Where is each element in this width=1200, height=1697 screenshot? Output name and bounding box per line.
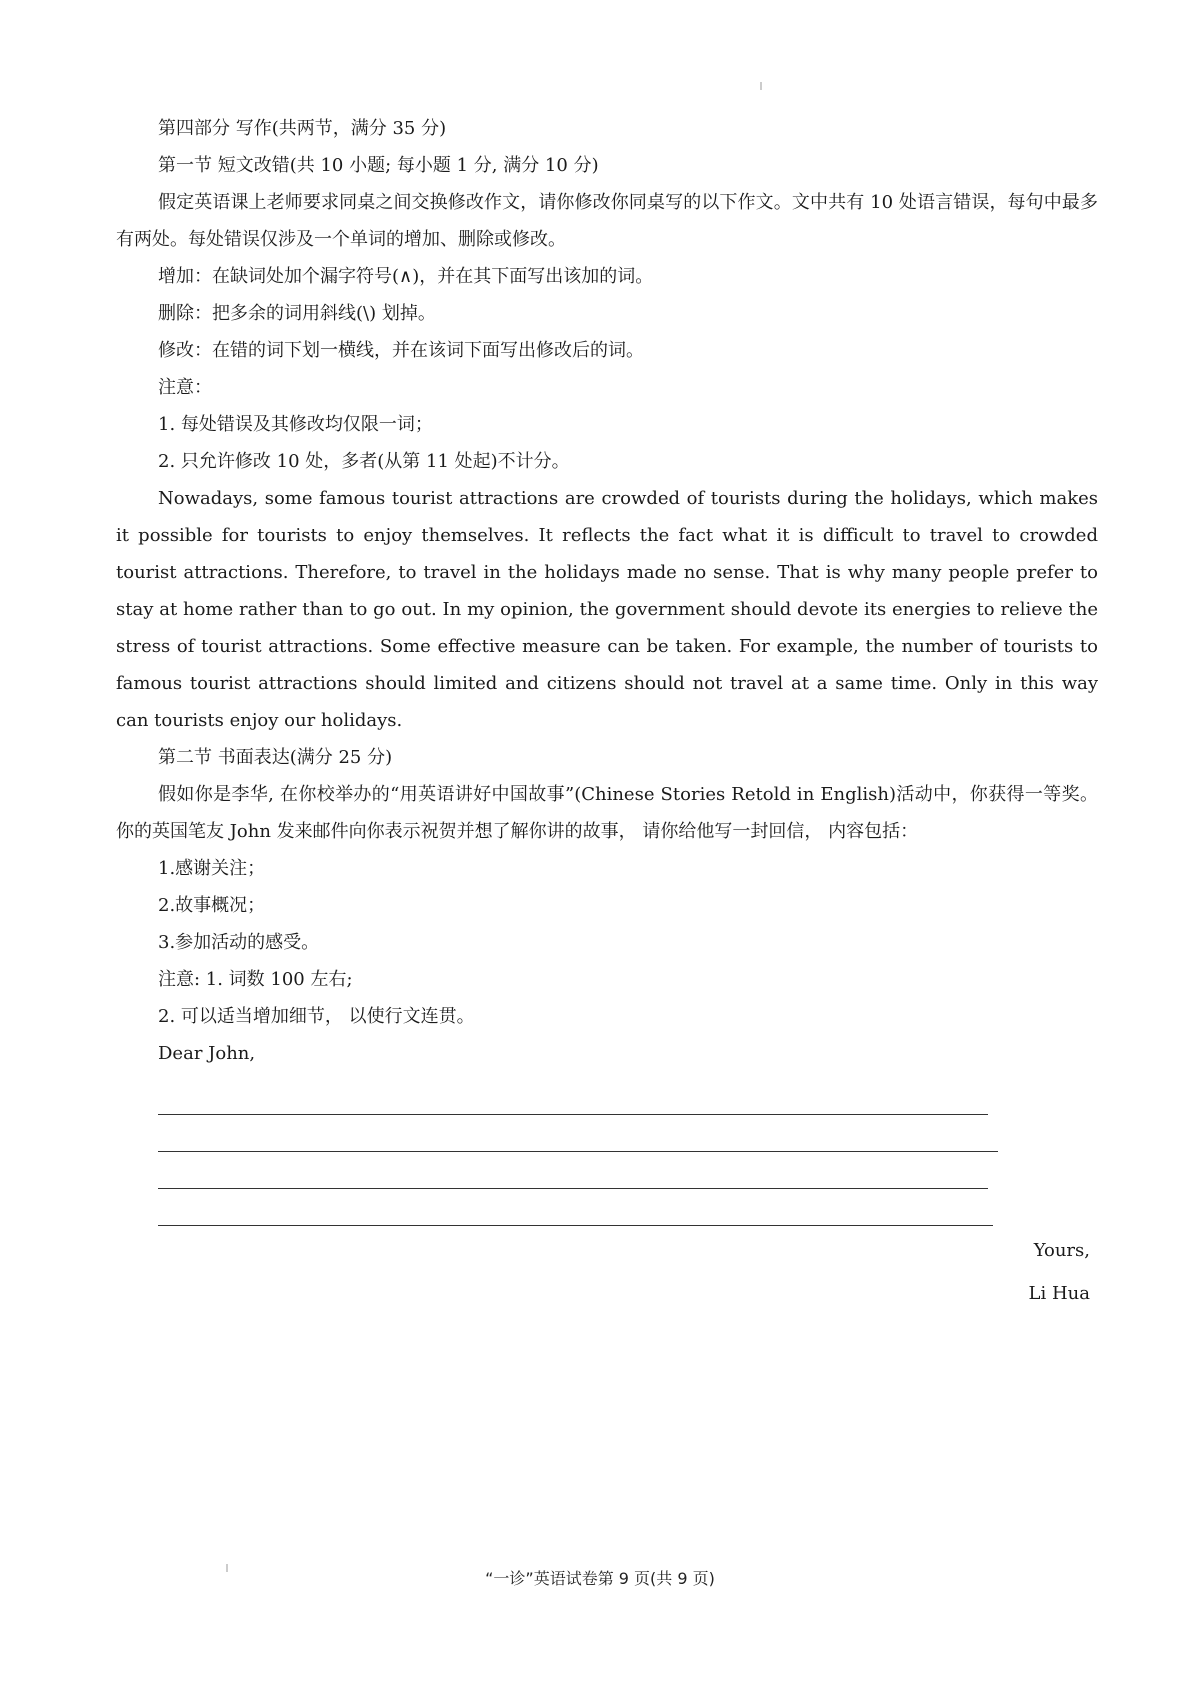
content-point-1: 1.感谢关注； bbox=[158, 858, 266, 879]
closing: Yours, bbox=[1033, 1240, 1090, 1261]
content-point-3: 3.参加活动的感受。 bbox=[158, 932, 320, 953]
page-content bbox=[116, 110, 1098, 1312]
section1-heading: 第一节 短文改错(共 10 小题; 每小题 1 分, 满分 10 分) bbox=[158, 155, 599, 176]
modify-rule: 修改：在错的词下划一横线，并在该词下面写出修改后的词。 bbox=[158, 340, 644, 361]
delete-rule: 删除：把多余的词用斜线(\) 划掉。 bbox=[158, 303, 436, 324]
note-2: 2. 只允许修改 10 处，多者(从第 11 处起)不计分。 bbox=[158, 451, 570, 472]
add-rule: 增加：在缺词处加个漏字符号(∧)，并在其下面写出该加的词。 bbox=[158, 266, 654, 287]
answer-line[interactable] bbox=[158, 1078, 988, 1115]
salutation: Dear John, bbox=[158, 1043, 256, 1064]
answer-line[interactable] bbox=[158, 1189, 993, 1226]
answer-line[interactable] bbox=[158, 1115, 998, 1152]
content-point-2: 2.故事概况； bbox=[158, 895, 266, 916]
signature: Li Hua bbox=[1028, 1283, 1090, 1304]
part-heading: 第四部分 写作(共两节，满分 35 分) bbox=[158, 118, 447, 139]
section2-prompt: 假如你是李华, 在你校举办的“用英语讲好中国故事”(Chinese Stories Retold in English)活动中，你获得一等奖。你的英国笔友 John 发来邮件向你表示祝贺并想了解你讲的故事， 请你给他写一封回信， 内容包括： bbox=[116, 784, 1098, 842]
scan-mark bbox=[760, 82, 762, 90]
writing-note-2: 2. 可以适当增加细节， 以使行文连贯。 bbox=[158, 1006, 475, 1027]
note-title: 注意： bbox=[158, 377, 212, 398]
note-1: 1. 每处错误及其修改均仅限一词； bbox=[158, 414, 433, 435]
essay-text: Nowadays, some famous tourist attractions are crowded of tourists during the holidays, which makes it possible for tourists to enjoy themselves. It reflects the fact what it is difficult to travel to crowded tourist attractions. Therefore, to travel in the holidays made no sense. That is why many people prefer to stay at home rather than to go out. In my opinion, the government should devote its energies to relieve the stress of tourist attractions. Some effective measure can be taken. For example, the number of tourists to famous tourist attractions should limited and citizens should not travel at a same time. Only in this way can tourists enjoy our holidays. bbox=[116, 488, 1098, 731]
section2-heading: 第二节 书面表达(满分 25 分) bbox=[158, 747, 393, 768]
answer-line[interactable] bbox=[158, 1152, 988, 1189]
page-footer: “一诊”英语试卷第 9 页(共 9 页) bbox=[485, 1569, 715, 1588]
section1-instructions: 假定英语课上老师要求同桌之间交换修改作文，请你修改你同桌写的以下作文。文中共有 10 处语言错误，每句中最多有两处。每处错误仅涉及一个单词的增加、删除或修改。 bbox=[116, 192, 1098, 250]
writing-note-1: 注意: 1. 词数 100 左右; bbox=[158, 969, 353, 990]
answer-lines bbox=[116, 1078, 1098, 1226]
